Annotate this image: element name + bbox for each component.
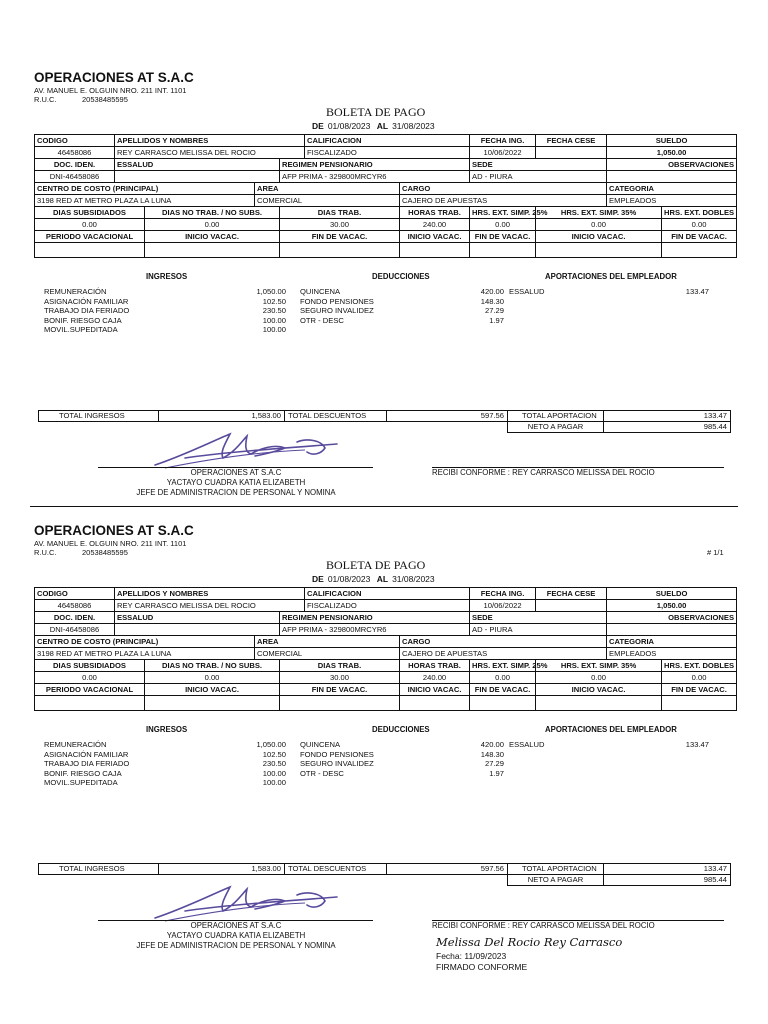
ruc-value: 20538485595 bbox=[82, 548, 128, 557]
total-aportacion-label: TOTAL APORTACION bbox=[508, 411, 604, 422]
h-observaciones: OBSERVACIONES bbox=[607, 159, 737, 171]
dias-no-trab-value: 0.00 bbox=[145, 672, 280, 684]
ingreso-row bbox=[44, 325, 286, 335]
h-hrs-dobles: HRS. EXT. DOBLES bbox=[662, 207, 737, 219]
area-value: COMERCIAL bbox=[255, 648, 400, 660]
ingreso-label: REMUNERACIÓN bbox=[44, 740, 107, 749]
period bbox=[308, 574, 435, 584]
period bbox=[308, 121, 435, 131]
employee-table-2 bbox=[34, 587, 737, 711]
deduccion-row bbox=[300, 316, 504, 326]
ingreso-row bbox=[44, 287, 286, 297]
ingreso-amount: 100.00 bbox=[262, 768, 286, 778]
neto-value: 985.44 bbox=[604, 875, 731, 886]
total-aportacion-label: TOTAL APORTACION bbox=[508, 864, 604, 875]
h-inicio-vac-1: INICIO VACAC. bbox=[145, 231, 280, 243]
deduccion-amount: 27.29 bbox=[484, 306, 504, 315]
ingreso-label: MOVIL.SUPEDITADA bbox=[44, 325, 118, 334]
h-fin-vac-2: FIN DE VACAC. bbox=[470, 231, 536, 243]
total-ingresos-label: TOTAL INGRESOS bbox=[39, 864, 159, 875]
h-categoria: CATEGORIA bbox=[607, 636, 737, 648]
dias-trab-value: 30.00 bbox=[280, 672, 400, 684]
aportacion-amount: 133.47 bbox=[685, 740, 709, 749]
total-descuentos-value: 597.56 bbox=[387, 411, 508, 422]
h-fin-vac-1: FIN DE VACAC. bbox=[280, 231, 400, 243]
deduccion-amount: 148.30 bbox=[480, 296, 504, 306]
period-to: 31/08/2023 bbox=[392, 121, 435, 131]
deduccion-amount: 1.97 bbox=[489, 768, 504, 778]
deduccion-label: SEGURO INVALIDEZ bbox=[300, 759, 374, 768]
fin-vac-1-value bbox=[280, 243, 400, 258]
doc-title: BOLETA DE PAGO bbox=[326, 558, 426, 572]
h-dias-trab: DIAS TRAB. bbox=[280, 660, 400, 672]
ingresos-list bbox=[44, 287, 286, 335]
h-codigo: CODIGO bbox=[35, 135, 115, 147]
al-label: AL bbox=[376, 574, 389, 584]
ingreso-row bbox=[44, 778, 286, 788]
blank bbox=[387, 422, 508, 433]
h-apellidos: APELLIDOS Y NOMBRES bbox=[115, 588, 305, 600]
deduccion-amount: 27.29 bbox=[484, 759, 504, 768]
h-doc-iden: DOC. IDEN. bbox=[35, 159, 115, 171]
ingreso-label: TRABAJO DIA FERIADO bbox=[44, 759, 130, 768]
total-ingresos-value: 1,583.00 bbox=[159, 411, 285, 422]
h-fecha-ing: FECHA ING. bbox=[470, 135, 536, 147]
h-doc-iden: DOC. IDEN. bbox=[35, 612, 115, 624]
de-label: DE bbox=[312, 574, 324, 584]
company-name: OPERACIONES AT S.A.C bbox=[34, 523, 194, 538]
deduccion-row bbox=[300, 287, 504, 297]
ingreso-amount: 1,050.00 bbox=[256, 287, 286, 296]
employee-script-signature: Melissa Del Rocio Rey Carrasco bbox=[436, 935, 623, 949]
ingreso-amount: 1,050.00 bbox=[256, 740, 286, 749]
h-essalud: ESSALUD bbox=[115, 159, 280, 171]
recibi-conforme: RECIBI CONFORME : REY CARRASCO MELISSA DEL ROCIO bbox=[432, 921, 655, 930]
aportaciones-header: APORTACIONES DEL EMPLEADOR bbox=[545, 725, 677, 734]
total-descuentos-label: TOTAL DESCUENTOS bbox=[285, 411, 387, 422]
categoria-value: EMPLEADOS bbox=[607, 195, 737, 207]
cargo-value: CAJERO DE APUESTAS bbox=[400, 648, 607, 660]
period-to: 31/08/2023 bbox=[392, 574, 435, 584]
h-fin-vac-1: FIN DE VACAC. bbox=[280, 684, 400, 696]
signer-role: JEFE DE ADMINISTRACION DE PERSONAL Y NOMINA bbox=[136, 941, 336, 950]
codigo-value: 46458086 bbox=[35, 147, 115, 159]
aportacion-row bbox=[509, 287, 709, 297]
h-fecha-cese: FECHA CESE bbox=[536, 588, 607, 600]
h-horas-trab: HORAS TRAB. bbox=[400, 660, 470, 672]
h-fin-vac-3: FIN DE VACAC. bbox=[662, 684, 737, 696]
signature-graphic bbox=[125, 883, 345, 925]
h-cargo: CARGO bbox=[400, 636, 607, 648]
fecha-ing-value: 10/06/2022 bbox=[470, 147, 536, 159]
deducciones-list bbox=[300, 740, 504, 778]
h-cargo: CARGO bbox=[400, 183, 607, 195]
nombre-value: REY CARRASCO MELISSA DEL ROCIO bbox=[115, 147, 305, 159]
firmado-conforme: FIRMADO CONFORME bbox=[436, 962, 528, 972]
h-centro-costo: CENTRO DE COSTO (PRINCIPAL) bbox=[35, 183, 255, 195]
centro-costo-value: 3198 RED AT METRO PLAZA LA LUNA bbox=[35, 195, 255, 207]
period-from: 01/08/2023 bbox=[327, 574, 371, 584]
fin-vac-2-value bbox=[470, 696, 536, 711]
fin-vac-3-value bbox=[662, 696, 737, 711]
ingreso-label: BONIF. RIESGO CAJA bbox=[44, 768, 122, 778]
ingreso-row bbox=[44, 306, 286, 316]
deducciones-header: DEDUCCIONES bbox=[372, 272, 430, 281]
h-area: AREA bbox=[255, 183, 400, 195]
aportacion-row bbox=[509, 740, 709, 750]
dias-trab-value: 30.00 bbox=[280, 219, 400, 231]
fecha-cese-value bbox=[536, 147, 607, 159]
deduccion-amount: 420.00 bbox=[480, 740, 504, 749]
h-dias-subsidiados: DIAS SUBSIDIADOS bbox=[35, 207, 145, 219]
neto-value: 985.44 bbox=[604, 422, 731, 433]
h-inicio-vac-3: INICIO VACAC. bbox=[536, 684, 662, 696]
h-hrs-dobles: HRS. EXT. DOBLES bbox=[662, 660, 737, 672]
codigo-value: 46458086 bbox=[35, 600, 115, 612]
fin-vac-3-value bbox=[662, 243, 737, 258]
dias-subsidiados-value: 0.00 bbox=[35, 672, 145, 684]
h-hrs-25: HRS. EXT. SIMP. 25% bbox=[470, 660, 536, 672]
sueldo-value: 1,050.00 bbox=[607, 600, 737, 612]
h-calificacion: CALIFICACION bbox=[305, 135, 470, 147]
ingreso-label: MOVIL.SUPEDITADA bbox=[44, 778, 118, 787]
deduccion-label: QUINCENA bbox=[300, 740, 341, 749]
h-hrs-35: HRS. EXT. SIMP. 35% bbox=[536, 207, 662, 219]
deduccion-row bbox=[300, 297, 504, 307]
doc-title: BOLETA DE PAGO bbox=[326, 105, 426, 119]
ingreso-amount: 230.50 bbox=[262, 759, 286, 768]
aportacion-amount: 133.47 bbox=[685, 287, 709, 296]
hrs-35-value: 0.00 bbox=[536, 672, 662, 684]
h-essalud: ESSALUD bbox=[115, 612, 280, 624]
ingreso-label: REMUNERACIÓN bbox=[44, 287, 107, 296]
ruc-value: 20538485595 bbox=[82, 95, 128, 104]
calificacion-value: FISCALIZADO bbox=[305, 600, 470, 612]
ingreso-row bbox=[44, 759, 286, 769]
aportacion-label: ESSALUD bbox=[509, 740, 545, 749]
neto-label: NETO A PAGAR bbox=[508, 875, 604, 886]
inicio-vac-1-value bbox=[145, 696, 280, 711]
h-centro-costo: CENTRO DE COSTO (PRINCIPAL) bbox=[35, 636, 255, 648]
h-fin-vac-2: FIN DE VACAC. bbox=[470, 684, 536, 696]
signer-company: OPERACIONES AT S.A.C bbox=[190, 468, 282, 477]
area-value: COMERCIAL bbox=[255, 195, 400, 207]
inicio-vac-3-value bbox=[536, 696, 662, 711]
h-fecha-ing: FECHA ING. bbox=[470, 588, 536, 600]
total-descuentos-value: 597.56 bbox=[387, 864, 508, 875]
cargo-value: CAJERO DE APUESTAS bbox=[400, 195, 607, 207]
periodo-vac-value bbox=[35, 696, 145, 711]
h-inicio-vac-1: INICIO VACAC. bbox=[145, 684, 280, 696]
ruc-label: R.U.C. bbox=[34, 95, 57, 104]
period-from: 01/08/2023 bbox=[327, 121, 371, 131]
blank bbox=[387, 875, 508, 886]
employee-table-1 bbox=[34, 134, 737, 258]
hrs-25-value: 0.00 bbox=[470, 219, 536, 231]
h-regimen: REGIMEN PENSIONARIO bbox=[280, 159, 470, 171]
fin-vac-2-value bbox=[470, 243, 536, 258]
signer-role: JEFE DE ADMINISTRACION DE PERSONAL Y NOMINA bbox=[136, 488, 336, 497]
ingreso-row bbox=[44, 297, 286, 307]
ingreso-amount: 102.50 bbox=[262, 749, 286, 759]
observaciones-value bbox=[607, 171, 737, 183]
firmado-fecha: Fecha: 11/09/2023 bbox=[436, 951, 507, 961]
ingresos-header: INGRESOS bbox=[146, 725, 188, 734]
h-hrs-25: HRS. EXT. SIMP. 25% bbox=[470, 207, 536, 219]
calificacion-value: FISCALIZADO bbox=[305, 147, 470, 159]
h-sede: SEDE bbox=[470, 612, 607, 624]
nombre-value: REY CARRASCO MELISSA DEL ROCIO bbox=[115, 600, 305, 612]
deducciones-list bbox=[300, 287, 504, 325]
inicio-vac-2-value bbox=[400, 243, 470, 258]
deduccion-row bbox=[300, 769, 504, 779]
periodo-vac-value bbox=[35, 243, 145, 258]
h-dias-trab: DIAS TRAB. bbox=[280, 207, 400, 219]
neto-label: NETO A PAGAR bbox=[508, 422, 604, 433]
aportaciones-list bbox=[509, 287, 709, 297]
ingreso-label: BONIF. RIESGO CAJA bbox=[44, 315, 122, 325]
ingreso-row bbox=[44, 769, 286, 779]
aportaciones-header: APORTACIONES DEL EMPLEADOR bbox=[545, 272, 677, 281]
company-address: AV. MANUEL E. OLGUIN NRO. 211 INT. 1101 bbox=[34, 539, 187, 548]
deduccion-row bbox=[300, 740, 504, 750]
company-name: OPERACIONES AT S.A.C bbox=[34, 70, 194, 85]
sueldo-value: 1,050.00 bbox=[607, 147, 737, 159]
h-regimen: REGIMEN PENSIONARIO bbox=[280, 612, 470, 624]
ingreso-amount: 230.50 bbox=[262, 306, 286, 315]
deducciones-header: DEDUCCIONES bbox=[372, 725, 430, 734]
ruc-label: R.U.C. bbox=[34, 548, 57, 557]
deduccion-amount: 148.30 bbox=[480, 749, 504, 759]
fecha-cese-value bbox=[536, 600, 607, 612]
dias-subsidiados-value: 0.00 bbox=[35, 219, 145, 231]
h-horas-trab: HORAS TRAB. bbox=[400, 207, 470, 219]
aportacion-label: ESSALUD bbox=[509, 287, 545, 296]
h-dias-no-trab: DIAS NO TRAB. / NO SUBS. bbox=[145, 207, 280, 219]
fin-vac-1-value bbox=[280, 696, 400, 711]
h-inicio-vac-2: INICIO VACAC. bbox=[400, 684, 470, 696]
h-fecha-cese: FECHA CESE bbox=[536, 135, 607, 147]
ingreso-row bbox=[44, 750, 286, 760]
h-dias-subsidiados: DIAS SUBSIDIADOS bbox=[35, 660, 145, 672]
ingreso-row bbox=[44, 316, 286, 326]
regimen-value: AFP PRIMA - 329800MRCYR6 bbox=[280, 171, 470, 183]
h-calificacion: CALIFICACION bbox=[305, 588, 470, 600]
de-label: DE bbox=[312, 121, 324, 131]
company-address: AV. MANUEL E. OLGUIN NRO. 211 INT. 1101 bbox=[34, 86, 187, 95]
hrs-25-value: 0.00 bbox=[470, 672, 536, 684]
essalud-value bbox=[115, 171, 280, 183]
deduccion-label: FONDO PENSIONES bbox=[300, 296, 374, 306]
h-apellidos: APELLIDOS Y NOMBRES bbox=[115, 135, 305, 147]
deduccion-label: OTR - DESC bbox=[300, 315, 344, 325]
h-periodo-vac: PERIODO VACACIONAL bbox=[35, 231, 145, 243]
observaciones-value bbox=[607, 624, 737, 636]
payslip-2 bbox=[0, 453, 768, 972]
ingreso-label: TRABAJO DIA FERIADO bbox=[44, 306, 130, 315]
categoria-value: EMPLEADOS bbox=[607, 648, 737, 660]
ingreso-amount: 102.50 bbox=[262, 296, 286, 306]
total-ingresos-value: 1,583.00 bbox=[159, 864, 285, 875]
sede-value: AD - PIURA bbox=[470, 171, 607, 183]
total-aportacion-value: 133.47 bbox=[604, 411, 731, 422]
page-number: # 1/1 bbox=[707, 548, 724, 557]
h-inicio-vac-2: INICIO VACAC. bbox=[400, 231, 470, 243]
hrs-dobles-value: 0.00 bbox=[662, 219, 737, 231]
h-hrs-35: HRS. EXT. SIMP. 35% bbox=[536, 660, 662, 672]
deduccion-label: FONDO PENSIONES bbox=[300, 749, 374, 759]
ingreso-label: ASIGNACIÓN FAMILIAR bbox=[44, 296, 129, 306]
hrs-dobles-value: 0.00 bbox=[662, 672, 737, 684]
dias-no-trab-value: 0.00 bbox=[145, 219, 280, 231]
hrs-35-value: 0.00 bbox=[536, 219, 662, 231]
ingreso-amount: 100.00 bbox=[262, 315, 286, 325]
horas-trab-value: 240.00 bbox=[400, 672, 470, 684]
horas-trab-value: 240.00 bbox=[400, 219, 470, 231]
ingreso-amount: 100.00 bbox=[262, 778, 286, 787]
ingreso-label: ASIGNACIÓN FAMILIAR bbox=[44, 749, 129, 759]
inicio-vac-3-value bbox=[536, 243, 662, 258]
h-fin-vac-3: FIN DE VACAC. bbox=[662, 231, 737, 243]
total-descuentos-label: TOTAL DESCUENTOS bbox=[285, 864, 387, 875]
h-dias-no-trab: DIAS NO TRAB. / NO SUBS. bbox=[145, 660, 280, 672]
signer-name: YACTAYO CUADRA KATIA ELIZABETH bbox=[166, 931, 306, 940]
deduccion-row bbox=[300, 750, 504, 760]
doc-iden-value: DNI-46458086 bbox=[35, 624, 115, 636]
doc-iden-value: DNI-46458086 bbox=[35, 171, 115, 183]
regimen-value: AFP PRIMA - 329800MRCYR6 bbox=[280, 624, 470, 636]
signer-name: YACTAYO CUADRA KATIA ELIZABETH bbox=[166, 478, 306, 487]
total-ingresos-label: TOTAL INGRESOS bbox=[39, 411, 159, 422]
h-sede: SEDE bbox=[470, 159, 607, 171]
signer-company: OPERACIONES AT S.A.C bbox=[190, 921, 282, 930]
h-sueldo: SUELDO bbox=[607, 135, 737, 147]
centro-costo-value: 3198 RED AT METRO PLAZA LA LUNA bbox=[35, 648, 255, 660]
aportaciones-list bbox=[509, 740, 709, 750]
deduccion-row bbox=[300, 759, 504, 769]
inicio-vac-2-value bbox=[400, 696, 470, 711]
deduccion-amount: 420.00 bbox=[480, 287, 504, 296]
h-periodo-vac: PERIODO VACACIONAL bbox=[35, 684, 145, 696]
inicio-vac-1-value bbox=[145, 243, 280, 258]
h-observaciones: OBSERVACIONES bbox=[607, 612, 737, 624]
ingreso-row bbox=[44, 740, 286, 750]
h-inicio-vac-3: INICIO VACAC. bbox=[536, 231, 662, 243]
h-area: AREA bbox=[255, 636, 400, 648]
ingreso-amount: 100.00 bbox=[262, 325, 286, 334]
ingresos-list bbox=[44, 740, 286, 788]
al-label: AL bbox=[376, 121, 389, 131]
deduccion-label: OTR - DESC bbox=[300, 768, 344, 778]
deduccion-label: QUINCENA bbox=[300, 287, 341, 296]
sede-value: AD - PIURA bbox=[470, 624, 607, 636]
h-categoria: CATEGORIA bbox=[607, 183, 737, 195]
deduccion-amount: 1.97 bbox=[489, 315, 504, 325]
deduccion-label: SEGURO INVALIDEZ bbox=[300, 306, 374, 315]
deduccion-row bbox=[300, 306, 504, 316]
total-aportacion-value: 133.47 bbox=[604, 864, 731, 875]
h-sueldo: SUELDO bbox=[607, 588, 737, 600]
payslip-1 bbox=[0, 0, 768, 497]
fecha-ing-value: 10/06/2022 bbox=[470, 600, 536, 612]
recibi-conforme: RECIBI CONFORME : REY CARRASCO MELISSA DEL ROCIO bbox=[432, 468, 655, 477]
h-codigo: CODIGO bbox=[35, 588, 115, 600]
essalud-value bbox=[115, 624, 280, 636]
ingresos-header: INGRESOS bbox=[146, 272, 188, 281]
